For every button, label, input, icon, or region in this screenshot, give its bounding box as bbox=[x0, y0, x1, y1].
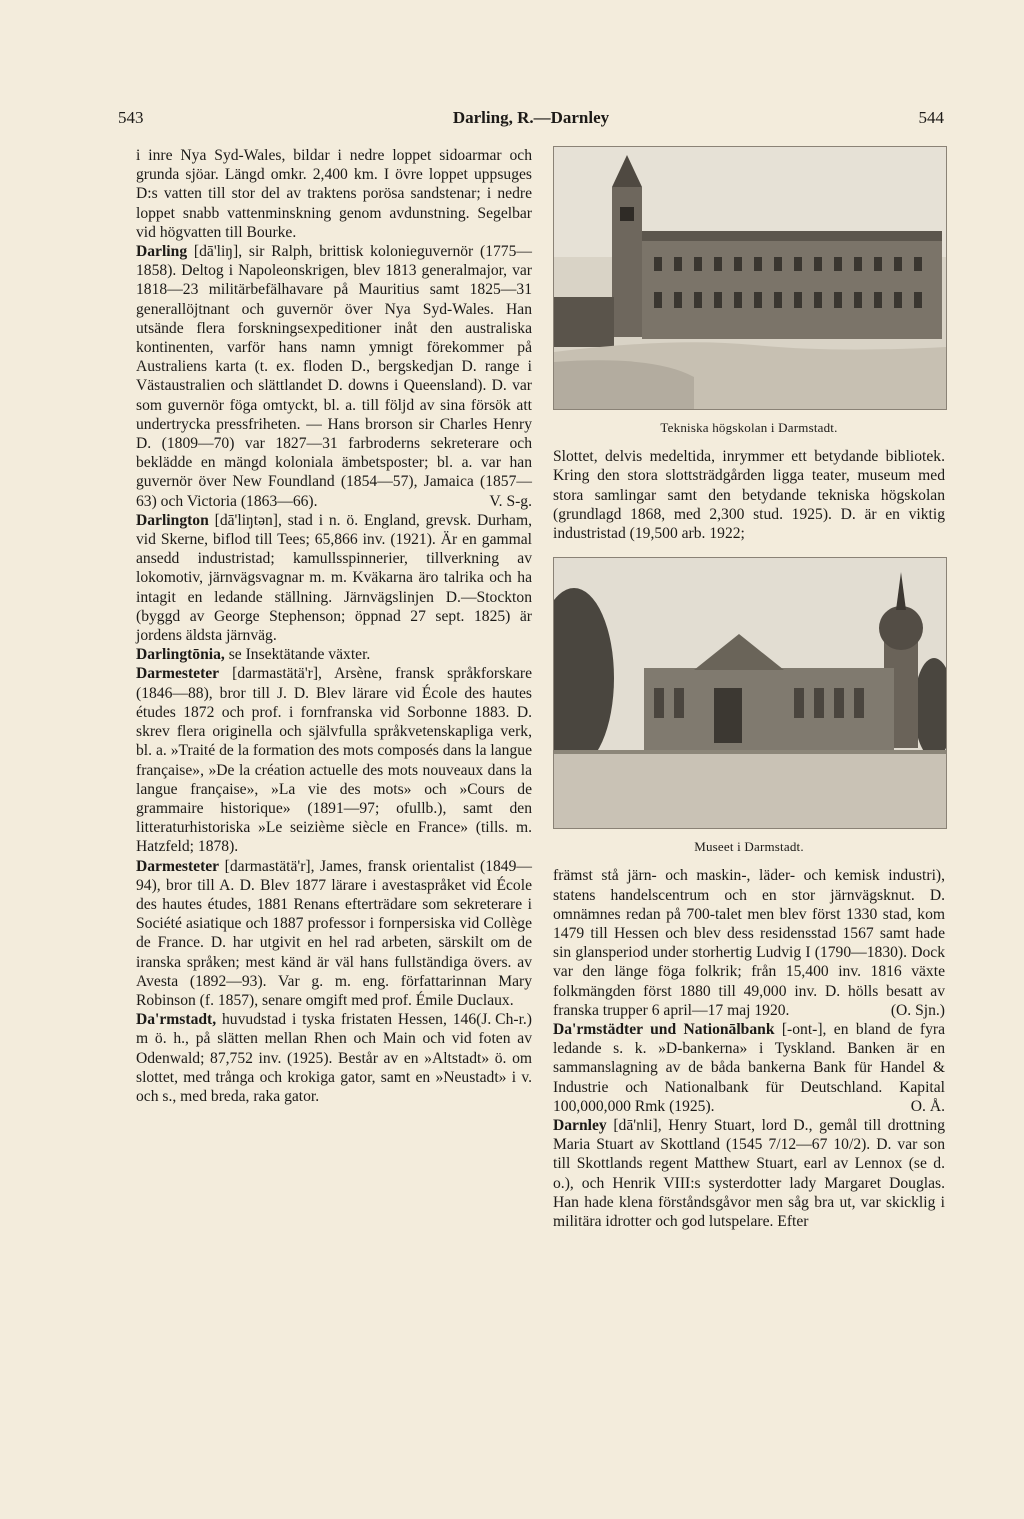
entry-darlingtonia bbox=[136, 645, 532, 664]
caption-museum: Museet i Darmstadt. bbox=[694, 839, 804, 855]
headword-darmesteter-1: Darmesteter bbox=[136, 665, 220, 683]
photo-museum bbox=[553, 557, 947, 829]
signature-darmesteter-2: (J. Ch-r.) bbox=[476, 1011, 532, 1029]
entry-darmstaedter-bank-text: [-ont-], en bland de fyra ledande s. k. »D-bankerna» i Tyskland. Banken är en sammanslagning av de båda bankerna Bank für Handel & Industrie och Nationalbank für Deutschland. Kapital 100,000,000 Rmk (1925). bbox=[553, 1021, 945, 1115]
running-title: Darling, R.—Darnley bbox=[452, 108, 610, 127]
headword-darmesteter-2: Darmesteter bbox=[136, 857, 220, 875]
entry-darlington-text: [dā'liŋtən], stad i n. ö. England, grevsk. Durham, vid Skerne, biflod till Tees; 65,866 inv. (1921). Är en gammal ansedd industristad; kamullsspinnerier, tillverkning av lokomotiv, järnvägsvagnar m. m. Kväkarna äro talrika och ha intagit en ledande ställning. Järnvägslinjen D.—Stockton (byggd av George Stephenson; öppnad 27 sept. 1825) är jordens äldsta järnväg. bbox=[136, 511, 532, 645]
left-column bbox=[136, 146, 532, 1106]
photo-technical-university bbox=[553, 146, 947, 410]
darmstadt-continuation-2-text: främst stå järn- och maskin-, läder- och kemisk industri), statens handelscentrum och en stor järnvägsknut. D. omnämnes redan på 700-talet men blev först 1330 stad, kom 1479 till Hessen och blev dess residensstad 1567 samt hade sin glansperiod under storhertig Ludvig I (1790—1830). Dock var den länge föga folkrik; från 15,400 inv. 1816 växte folkmängden först 1880 till 49,000 inv. D. hölls besatt av franska trupper 6 april—17 maj 1920. bbox=[553, 867, 945, 1019]
entry-darnley-text: [dā'nli], Henry Stuart, lord D., gemål till drottning Maria Stuart av Skottland (1545 7/12—67 10/2). D. var son till Skottlands regent Matthew Stuart, earl av Lennox (se d. o.), och Henrik VIII:s systerdotter lady Margaret Douglas. Han hade klena förståndsgåvor men såg bra ut, var skicklig i militära idrotter och god lutspelare. Efter bbox=[553, 1117, 945, 1231]
headword-darnley: Darnley bbox=[553, 1117, 607, 1135]
entry-darmstadt bbox=[136, 1010, 532, 1106]
page-number-right: 544 bbox=[918, 108, 944, 127]
headword-darling: Darling bbox=[136, 243, 188, 261]
museum-photo-icon bbox=[554, 558, 946, 828]
darmstadt-continuation-2 bbox=[553, 866, 945, 1020]
headword-darmstaedter-bank: Da'rmstädter und Nationālbank bbox=[553, 1021, 775, 1039]
entry-darling-text: [dā'liŋ], sir Ralph, brittisk kolonieguvernör (1775—1858). Deltog i Napoleonskrigen, blev 1813 generalmajor, var 1818—23 militärbefälhavare på Mauritius samt 1825—31 generallöjtnant och guvernör över Nya Syd-Wales. Han utsände flera forskningsexpeditioner inåt den australiska kontinenten, varför hans namn ymnigt förekommer på Australiens karta (t. ex. floden D., bergskedjan D. range i Västaustralien och slättlandet D. downs i Queensland). D. var som guvernör föga omtyckt, bl. a. till följd av sina försök att undertrycka pressfriheten. — Hans brorson sir Charles Henry D. (1809—70) var 1827—31 farbroderns sekreterare och beklädde en mängd koloniala ämbetsposter; bl. a. var han guvernör över New Foundland (1854—57), Jamaica (1857—63) och Victoria (1863—66). bbox=[136, 243, 532, 510]
headword-darmstadt: Da'rmstadt, bbox=[136, 1011, 217, 1029]
entry-darmstaedter-bank bbox=[553, 1020, 945, 1116]
entry-darmesteter-arsene bbox=[136, 664, 532, 856]
building-photo-icon bbox=[554, 147, 946, 409]
signature-bank: O. Å. bbox=[910, 1097, 945, 1115]
entry-darmesteter-2-text: [darmastätä'r], James, fransk orientalist (1849—94), bror till A. D. Blev 1877 lärare i avestaspråket vid École des hautes études, 1881 Renans efterträdare som sekreterare i Société asiatique och 1887 professor i fornpersiska vid Collège de France. D. har utgivit en hel rad arbeten, särskilt om de iranska språken; mest känd är väl hans fullständiga övers. av Avesta (1892—93). Var g. m. eng. författarinnan Mary Robinson (f. 1857), senare omgift med prof. Émile Duclaux. bbox=[136, 857, 532, 1009]
right-column bbox=[553, 146, 945, 1231]
entry-darnley bbox=[553, 1116, 945, 1231]
headword-darlington: Darlington bbox=[136, 511, 209, 529]
headword-darlingtonia: Darlingtōnia, bbox=[136, 646, 225, 664]
page-number-left: 543 bbox=[118, 108, 144, 127]
rivers-continuation: i inre Nya Syd-Wales, bildar i nedre loppet sidoarmar och grunda sjöar. Längd omkr. 2,400 km. I övre loppet uppsuges D:s vatten till stor del av traktens porösa sandstenar; i nedre loppet snabb vattenminskning genom avdunstning. Segelbar vid högvatten till Bourke. bbox=[136, 147, 532, 241]
entry-darlingtonia-text: se Insektätande växter. bbox=[228, 646, 371, 664]
entry-darmesteter-1-text: [darmastätä'r], Arsène, fransk språkforskare (1846—88), bror till J. D. Blev lärare vid École des hautes études 1872 och prof. i fornfranska vid Sorbonne 1883. D. skrev flera originella och självfulla språkvetenskapliga verk, bl. a. »Traité de la formation des mots composés dans la langue française», »De la création actuelle des mots nouveaux dans la langue française», »La vie des mots» och »Cours de grammaire historique» (1891—97; ofullb.), samt den litteraturhistoriska »Le seizième siècle en France» (tills. m. Hatzfeld; 1878). bbox=[136, 665, 532, 856]
page-header bbox=[118, 108, 944, 130]
caption-technical-university: Tekniska högskolan i Darmstadt. bbox=[660, 420, 838, 435]
signature-darmstadt: (O. Sjn.) bbox=[890, 1001, 945, 1019]
entry-darlington bbox=[136, 511, 532, 645]
entry-darling bbox=[136, 242, 532, 511]
darmstadt-continuation-1: Slottet, delvis medeltida, inrymmer ett betydande bibliotek. Kring den stora slottsträdgården ligga teater, museum med stora samlingar samt den betydande tekniska högskolan (grundlagd 1868, med 2,300 stud. 1925). D. är en viktig industristad (19,500 arb. 1922; bbox=[553, 448, 945, 543]
entry-darmstadt-text: huvudstad i tyska fristaten Hessen, 146 m ö. h., på slätten mellan Rhen och Main och vid foten av Odenwald; 87,752 inv. (1925). Består av en »Altstadt» ö. om slottet, med trånga och krokiga gator, samt en »Neustadt» i v. och s., med breda, raka gator. bbox=[136, 1011, 532, 1105]
signature-darling: V. S-g. bbox=[489, 492, 532, 510]
